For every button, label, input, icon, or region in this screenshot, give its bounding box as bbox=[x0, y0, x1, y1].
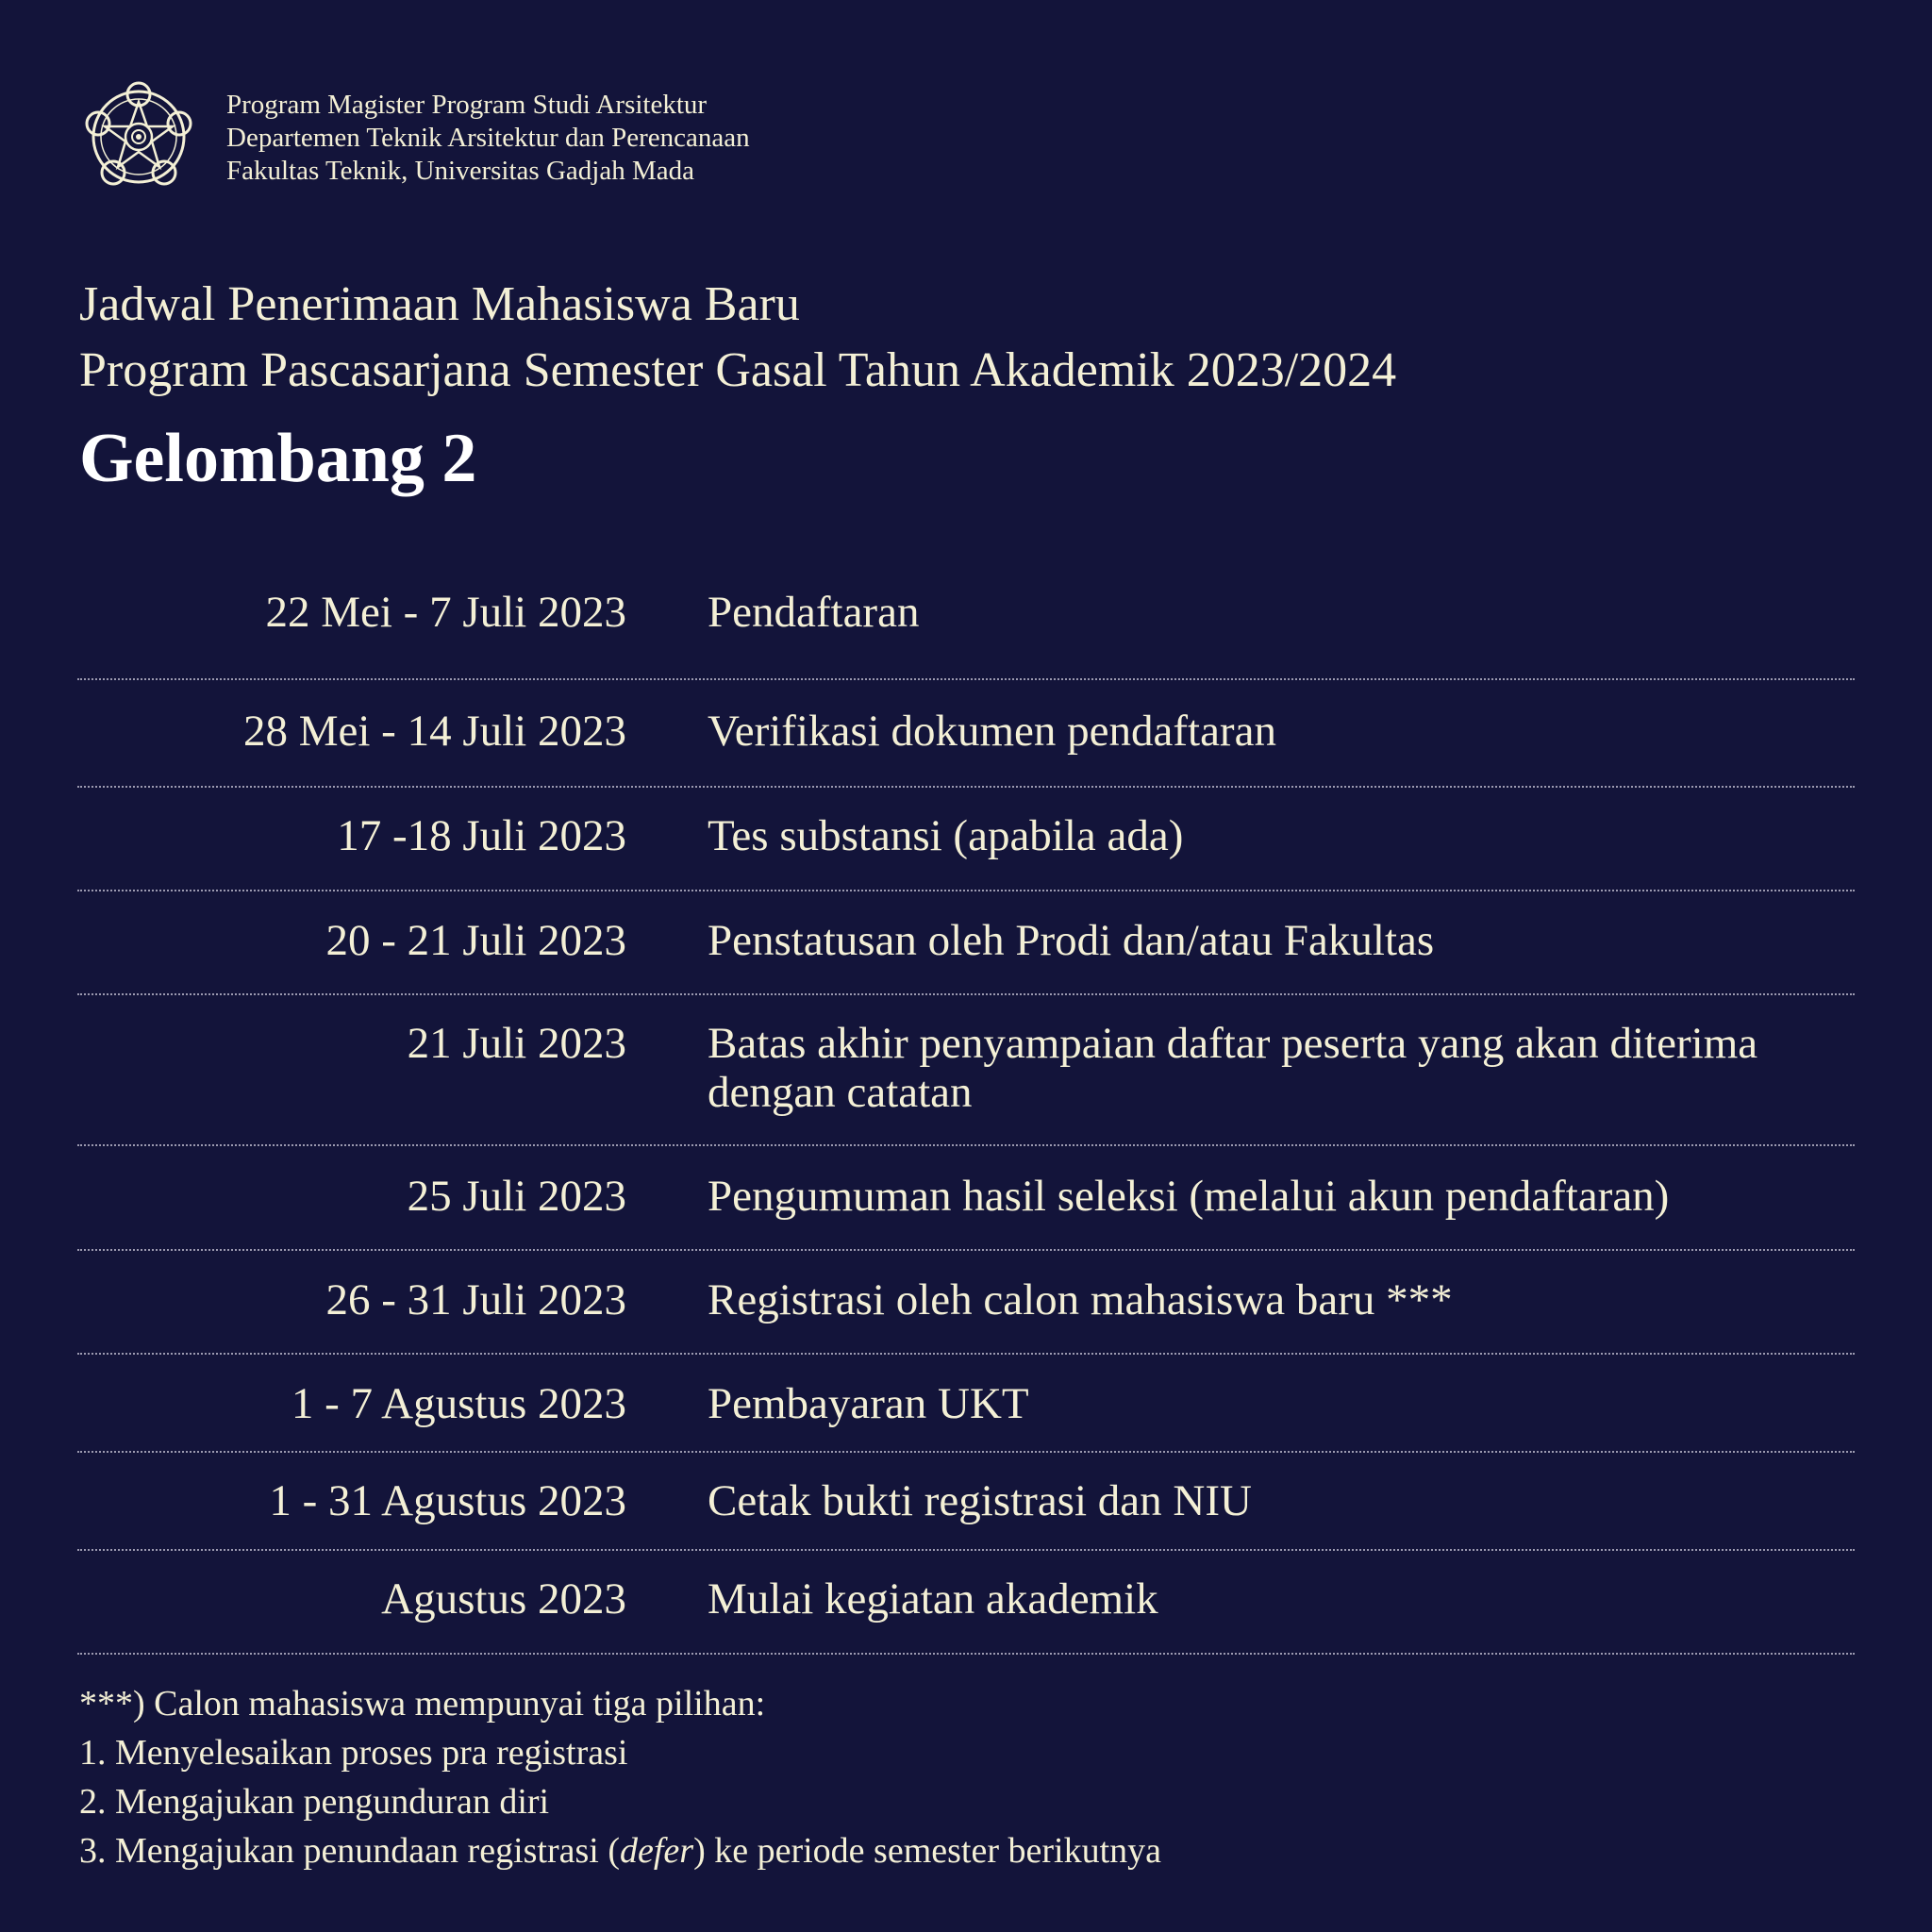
institution-program: Program Magister Program Studi Arsitektur bbox=[226, 90, 708, 120]
schedule-row bbox=[77, 1355, 1855, 1453]
institution-department: Departemen Teknik Arsitektur dan Perencanaan bbox=[226, 123, 750, 153]
wave-heading: Gelombang 2 bbox=[79, 420, 477, 497]
institution-faculty: Fakultas Teknik, Universitas Gadjah Mada bbox=[226, 156, 694, 186]
title-line-1: Jadwal Penerimaan Mahasiswa Baru bbox=[79, 277, 800, 331]
schedule-activity: Registrasi oleh calon mahasiswa baru *** bbox=[708, 1275, 1453, 1324]
header bbox=[79, 77, 750, 196]
schedule-row bbox=[77, 580, 1855, 680]
footnote-intro: ***) Calon mahasiswa mempunyai tiga pilihan: bbox=[79, 1684, 766, 1724]
schedule-date: 21 Juli 2023 bbox=[407, 1019, 626, 1068]
schedule-row bbox=[77, 788, 1855, 891]
university-logo-icon bbox=[79, 77, 198, 196]
schedule-date: 17 -18 Juli 2023 bbox=[337, 811, 626, 860]
schedule-activity: Cetak bukti registrasi dan NIU bbox=[708, 1476, 1252, 1525]
page-title bbox=[79, 272, 1396, 404]
schedule-activity: Penstatusan oleh Prodi dan/atau Fakultas bbox=[708, 916, 1435, 965]
schedule-row bbox=[77, 680, 1855, 788]
schedule-date: 1 - 31 Agustus 2023 bbox=[269, 1476, 626, 1525]
schedule-date: 22 Mei - 7 Juli 2023 bbox=[265, 588, 626, 637]
schedule-row bbox=[77, 1551, 1855, 1655]
schedule-date: 20 - 21 Juli 2023 bbox=[325, 916, 626, 965]
footnote-item-3-end: ) ke periode semester berikutnya bbox=[693, 1831, 1161, 1871]
schedule-activity: Batas akhir penyampaian daftar peserta yang akan diterima dengan catatan bbox=[708, 1019, 1758, 1117]
footnote-item-3-start: 3. Mengajukan penundaan registrasi ( bbox=[79, 1831, 620, 1871]
schedule-date: 1 - 7 Agustus 2023 bbox=[291, 1379, 626, 1428]
institution-block bbox=[226, 77, 750, 188]
schedule-row bbox=[77, 1453, 1855, 1551]
schedule-date: 25 Juli 2023 bbox=[407, 1172, 626, 1221]
schedule-activity: Pembayaran UKT bbox=[708, 1379, 1029, 1428]
schedule-activity: Tes substansi (apabila ada) bbox=[708, 811, 1184, 860]
footnote-item-3-defer: defer bbox=[620, 1831, 694, 1871]
title-line-2: Program Pascasarjana Semester Gasal Tahun Akademik 2023/2024 bbox=[79, 343, 1397, 397]
schedule-activity: Pendaftaran bbox=[708, 588, 920, 637]
schedule-table bbox=[77, 580, 1855, 1655]
footnote-item-3 bbox=[79, 1826, 1161, 1875]
schedule-date: Agustus 2023 bbox=[381, 1574, 626, 1624]
schedule-activity: Mulai kegiatan akademik bbox=[708, 1574, 1158, 1624]
schedule-date: 28 Mei - 14 Juli 2023 bbox=[242, 707, 626, 756]
schedule-activity: Verifikasi dokumen pendaftaran bbox=[708, 707, 1276, 756]
footnotes bbox=[79, 1679, 1161, 1875]
footnote-item-1: 1. Menyelesaikan proses pra registrasi bbox=[79, 1733, 628, 1773]
schedule-row bbox=[77, 891, 1855, 995]
schedule-date: 26 - 31 Juli 2023 bbox=[325, 1275, 626, 1324]
footnote-item-2: 2. Mengajukan pengunduran diri bbox=[79, 1782, 550, 1822]
schedule-activity: Pengumuman hasil seleksi (melalui akun pendaftaran) bbox=[708, 1172, 1670, 1221]
schedule-row bbox=[77, 995, 1855, 1146]
schedule-row bbox=[77, 1251, 1855, 1355]
schedule-row bbox=[77, 1146, 1855, 1251]
